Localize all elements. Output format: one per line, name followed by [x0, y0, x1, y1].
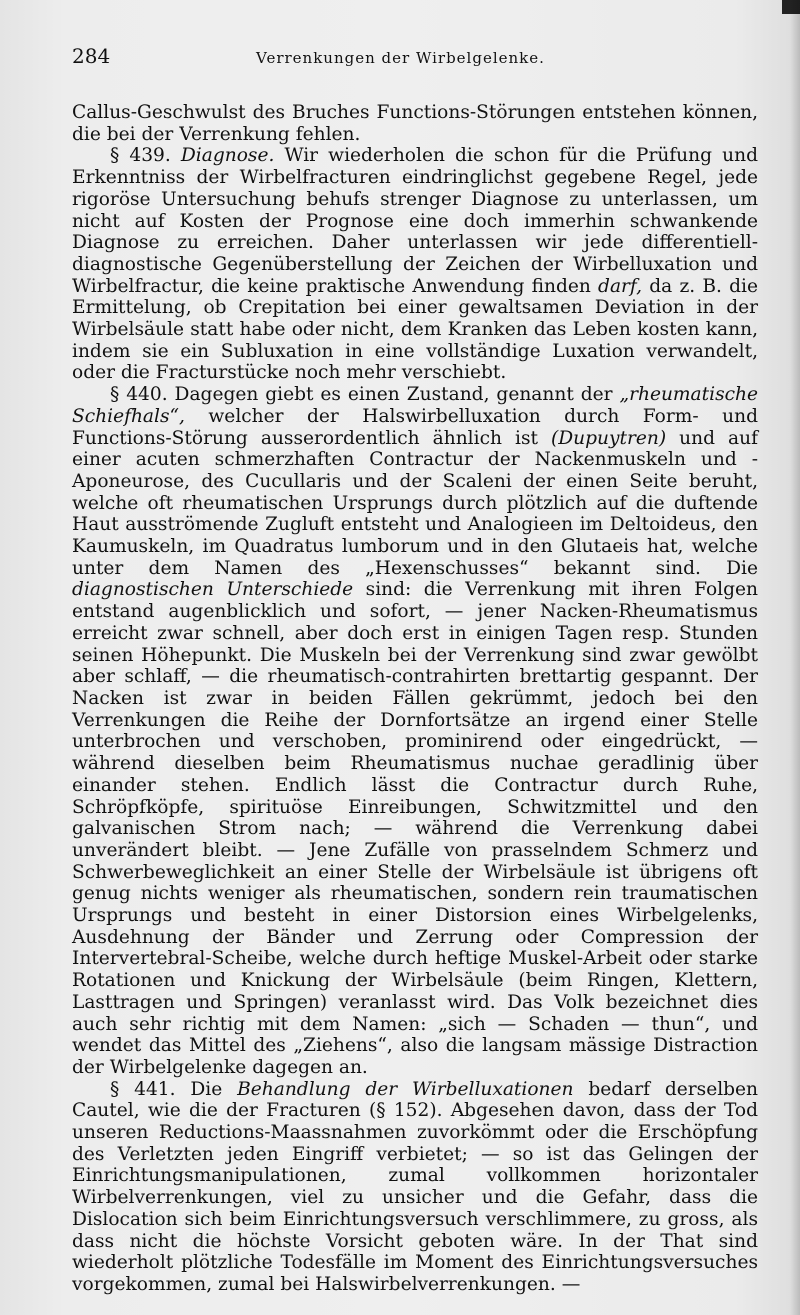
running-head: Verrenkungen der Wirbelgelenke.	[256, 49, 545, 67]
section-marker: § 440.	[110, 384, 168, 406]
scan-corner-shadow	[782, 0, 800, 14]
paragraph-439	[72, 145, 758, 384]
section-heading: Behandlung der Wirbelluxationen	[237, 1078, 574, 1100]
paragraph-text: welcher der Halswirbelluxation durch Form- und Functions-Störung ausserordentlich ähnlich ist	[72, 405, 758, 449]
body-text	[72, 102, 758, 1296]
paragraph-continuation	[72, 102, 758, 145]
paragraph-text: Dagegen giebt es einen Zustand, genannt der	[167, 384, 620, 406]
paragraph-440	[72, 384, 758, 1079]
italic-term: „rheumatische Schiefhals“,	[72, 384, 758, 427]
section-marker: § 441.	[110, 1078, 176, 1100]
paragraph-text: Callus-Geschwulst des Bruches Functions-Störungen entstehen können, die bei der Verrenkung fehlen.	[72, 102, 758, 145]
paragraph-text: da z. B. die Ermittelung, ob Crepitation bei einer gewaltsamen Deviation in der Wirbelsäule statt habe oder nicht, dem Kranken das Leben kosten kann, indem sie ein Subluxation in eine vollständige Luxation verwandelt, oder die Fracturstücke noch mehr verschiebt.	[72, 275, 759, 384]
section-heading: Diagnose.	[180, 145, 275, 167]
page-number: 284	[72, 44, 111, 68]
section-marker: § 439.	[110, 145, 171, 167]
paragraph-text: bedarf derselben Cautel, wie die der Fracturen (§ 152). Abgesehen davon, dass der Tod unseren Reductions-Maassnahmen zuvorkömmt oder die Erschöpfung des Verletzten jeden Eingriff verbietet; — so ist das Gelingen der Einrichtungsmanipulationen, zumal vollkommen horizontaler Wirbelverrenkungen, viel zu unsicher und die Gefahr, dass die Dislocation sich beim Einrichtungsversuch verschlimmere, zu gross, als dass nicht die höchste Vorsicht geboten wäre. In der That sind wiederholt plötzliche Todesfälle im Moment des Einrichtungsversuches vorgekommen, zumal bei Halswirbelverrenkungen. —	[72, 1078, 759, 1295]
paragraph-text: und auf einer acuten schmerzhaften Contractur der Nackenmuskeln und -Aponeurose, des Cucullaris und der Scaleni der einen Seite beruht, welche oft rheumatischen Ursprungs durch plötzlich auf die duftende Haut ausströmende Zugluft entsteht und Analogieen im Deltoideus, den Kaumuskeln, im Quadratus lumborum und in den Glutaeis hat, welche unter dem Namen des „Hexenschusses“ bekannt sind. Die	[72, 427, 758, 579]
paragraph-text: Die	[175, 1078, 238, 1100]
paragraph-441	[72, 1079, 758, 1296]
paragraph-text: sind: die Verrenkung mit ihren Folgen entstand augenblicklich und sofort, — jener Nacken-Rheumatismus erreicht zwar schnell, aber doch erst in einigen Tagen resp. Stunden seinen Höhepunkt. Die Muskeln bei der Verrenkung sind zwar gewölbt aber schlaff, — die rheumatisch-contrahirten brettartig gespannt. Der Nacken ist zwar in beiden Fällen gekrümmt, jedoch bei den Verrenkungen die Reihe der Dornfortsätze an irgend einer Stelle unterbrochen und verschoben, prominirend oder eingedrückt, — während dieselben beim Rheumatismus nuchae geradlinig über einander stehen. Endlich lässt die Contractur durch Ruhe, Schröpfköpfe, spirituöse Einreibungen, Schwitzmittel und den galvanischen Strom nach; — während die Verrenkung dabei unverändert bleibt. — Jene Zufälle von prasselndem Schmerz und Schwerbeweglichkeit an einer Stelle der Wirbelsäule ist übrigens oft genug nichts weniger als rheumatischen, sondern rein traumatischen Ursprungs und besteht in einer Distorsion eines Wirbelgelenks, Ausdehnung der Bänder und Zerrung oder Compression der Intervertebral-Scheibe, welche durch heftige Muskel-Arbeit oder starke Rotationen und Knickung der Wirbelsäule (beim Ringen, Klettern, Lasttragen und Springen) veranlasst wird. Das Volk bezeichnet dies auch sehr richtig mit dem Namen: „sich — Schaden — thun“, und wendet das Mittel des „Ziehens“, also die langsam mässige Distraction der Wirbelgelenke dagegen an.	[72, 579, 758, 1078]
paragraph-text: Wir wiederholen die schon für die Prüfung und Erkenntniss der Wirbelfracturen eindringlichst gegebene Regel, jede rigoröse Untersuchung behufs strenger Diagnose zu unterlassen, um nicht auf Kosten der Prognose eine doch immerhin schwankende Diagnose zu erreichen. Daher unterlassen wir jede differentiell-diagnostische Gegenüberstellung der Zeichen der Wirbelluxation und Wirbelfractur, die keine praktische Anwendung finden	[72, 145, 758, 297]
italic-term: diagnostischen Unterschiede	[72, 579, 354, 601]
page-edge-shadow	[790, 0, 800, 1315]
page-header	[72, 44, 758, 84]
italic-citation: (Dupuytren)	[551, 427, 667, 449]
italic-term: darf,	[598, 275, 643, 297]
